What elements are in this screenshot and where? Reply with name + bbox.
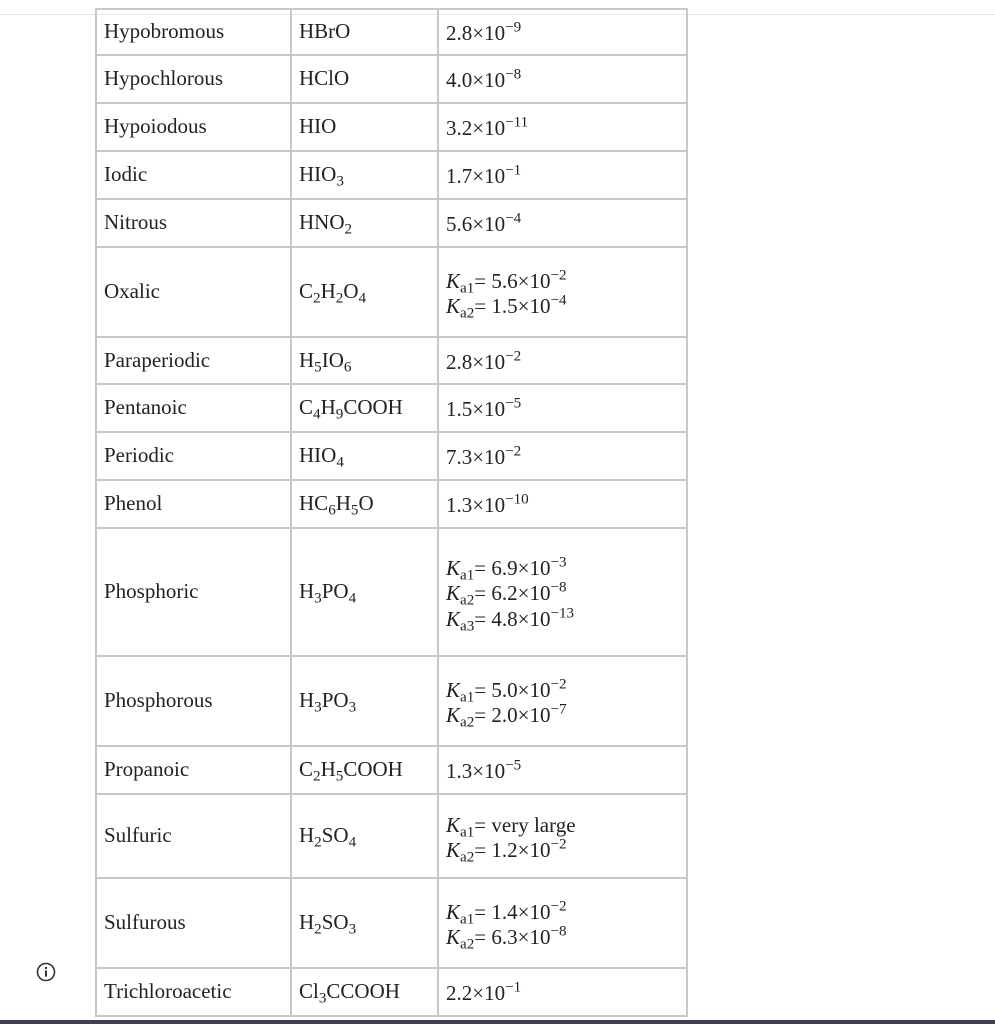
formula-subscript: 2 xyxy=(314,921,322,938)
formula-part: SO xyxy=(321,823,349,848)
ka-symbol: K xyxy=(446,925,461,949)
times-ten: ×10 xyxy=(517,703,551,727)
bottom-bar xyxy=(0,1020,995,1024)
formula-subscript: 5 xyxy=(335,768,344,785)
acid-name-cell xyxy=(96,480,291,528)
ka-mantissa: 2.2 xyxy=(446,981,473,1006)
ka-mantissa: 2.8 xyxy=(446,349,473,374)
ka-symbol: K xyxy=(446,677,461,702)
ka-exponent: −8 xyxy=(550,580,567,597)
table-row xyxy=(96,384,687,432)
acid-name-cell xyxy=(96,528,291,656)
times-ten: ×10 xyxy=(472,445,506,470)
formula-cell xyxy=(291,247,438,337)
times-ten: ×10 xyxy=(517,606,551,631)
table-row xyxy=(96,432,687,480)
ka-exponent: −4 xyxy=(505,211,522,228)
times-ten: ×10 xyxy=(472,68,506,93)
ka-mantissa: 1.3 xyxy=(446,759,473,784)
formula-part: H xyxy=(320,395,336,420)
formula-cell xyxy=(291,878,438,968)
ka-value xyxy=(446,21,686,46)
ka-symbol: K xyxy=(446,556,461,581)
ka-equals: = xyxy=(474,606,492,631)
ka-exponent: −2 xyxy=(550,676,567,693)
formula-part: PO xyxy=(321,688,349,713)
acid-name: Oxalic xyxy=(104,279,160,304)
ka-equals: = xyxy=(474,581,492,606)
acid-name-cell xyxy=(96,337,291,384)
formula-subscript: 3 xyxy=(314,699,322,716)
formula-part: COOH xyxy=(343,757,403,782)
ka-exponent: −13 xyxy=(550,605,575,622)
times-ten: ×10 xyxy=(517,581,551,606)
acid-name-cell xyxy=(96,794,291,878)
formula-part: O xyxy=(358,491,374,516)
info-icon[interactable] xyxy=(36,962,56,982)
ka-exponent: −5 xyxy=(505,396,522,413)
ka-value xyxy=(446,605,686,635)
times-ten: ×10 xyxy=(472,493,506,518)
acid-name-cell xyxy=(96,9,291,55)
ka-value xyxy=(446,292,686,322)
formula-part: SO xyxy=(321,910,349,935)
times-ten: ×10 xyxy=(517,925,551,949)
times-ten: ×10 xyxy=(472,759,506,784)
ka-cell xyxy=(438,528,687,656)
times-ten: ×10 xyxy=(472,981,506,1006)
formula-subscript: 3 xyxy=(318,990,327,1007)
ka-mantissa: 1.5 xyxy=(491,294,518,318)
ka-mantissa: 1.3 xyxy=(446,493,473,518)
ka-exponent: −2 xyxy=(505,348,522,365)
acid-name-cell xyxy=(96,746,291,794)
table-row xyxy=(96,55,687,103)
ka-cell xyxy=(438,878,687,968)
acid-name-cell xyxy=(96,968,291,1016)
ka-index: a2 xyxy=(460,849,475,866)
ka-symbol: K xyxy=(446,581,461,606)
times-ten: ×10 xyxy=(472,397,506,422)
ka-index: a1 xyxy=(460,689,475,706)
ka-equals: = xyxy=(474,556,492,581)
acid-name: Hypobromous xyxy=(104,19,225,44)
ka-exponent: −2 xyxy=(550,898,567,915)
ka-mantissa: 4.0 xyxy=(446,68,473,93)
ka-cell xyxy=(438,103,687,151)
formula-part: Cl xyxy=(299,979,319,1004)
ka-cell xyxy=(438,432,687,480)
times-ten: ×10 xyxy=(517,899,551,924)
ka-value xyxy=(446,116,686,141)
acid-name: Trichloroacetic xyxy=(104,979,232,1004)
formula-subscript: 5 xyxy=(350,502,359,519)
formula-cell xyxy=(291,337,438,384)
ka-exponent: −8 xyxy=(505,67,522,84)
formula-subscript: 3 xyxy=(314,590,322,607)
times-ten: ×10 xyxy=(472,349,506,374)
formula-part: H xyxy=(299,823,315,848)
ka-mantissa: 6.9 xyxy=(491,556,518,581)
acid-name-cell xyxy=(96,656,291,746)
ka-mantissa: 1.7 xyxy=(446,164,473,189)
ka-mantissa: 1.2 xyxy=(491,838,518,862)
table-row xyxy=(96,656,687,746)
formula-subscript: 9 xyxy=(335,406,344,423)
ka-equals: = xyxy=(474,677,492,702)
ka-exponent: −5 xyxy=(505,758,522,775)
formula-subscript: 3 xyxy=(336,173,344,190)
table-row xyxy=(96,480,687,528)
ka-value xyxy=(446,981,686,1006)
ka-cell xyxy=(438,55,687,103)
formula-part: HClO xyxy=(299,66,350,91)
formula-part: HBrO xyxy=(299,19,351,44)
ka-cell xyxy=(438,384,687,432)
acid-name-cell xyxy=(96,878,291,968)
formula-cell xyxy=(291,55,438,103)
ka-cell xyxy=(438,656,687,746)
table-row xyxy=(96,9,687,55)
ka-symbol: K xyxy=(446,838,461,862)
ka-equals: = xyxy=(474,838,492,862)
formula-subscript: 3 xyxy=(348,699,357,716)
ka-value xyxy=(446,267,686,297)
formula-part: COOH xyxy=(343,395,403,420)
formula-part: H xyxy=(299,688,315,713)
ka-cell xyxy=(438,746,687,794)
acid-name-cell xyxy=(96,55,291,103)
ka-symbol: K xyxy=(446,606,461,631)
ka-equals: = xyxy=(474,703,492,727)
ka-mantissa: 5.6 xyxy=(446,212,473,237)
times-ten: ×10 xyxy=(517,268,551,293)
ka-equals: = xyxy=(474,925,492,949)
ka-equals: = xyxy=(474,294,492,318)
ka-value xyxy=(446,554,686,584)
formula-cell xyxy=(291,480,438,528)
ka-mantissa: 5.6 xyxy=(491,268,518,293)
ka-index: a3 xyxy=(460,618,475,635)
formula-subscript: 4 xyxy=(313,406,321,423)
times-ten: ×10 xyxy=(517,294,551,318)
ka-index: a2 xyxy=(460,714,475,731)
table-row xyxy=(96,151,687,199)
ka-exponent: −4 xyxy=(550,292,567,309)
acid-name: Sulfuric xyxy=(104,823,172,848)
acid-name-cell xyxy=(96,151,291,199)
times-ten: ×10 xyxy=(517,556,551,581)
formula-part: C xyxy=(299,279,314,304)
acid-name-cell xyxy=(96,432,291,480)
ka-value xyxy=(446,701,686,731)
ka-symbol: K xyxy=(446,294,461,318)
ka-exponent: −1 xyxy=(505,163,522,180)
times-ten: ×10 xyxy=(517,677,551,702)
table-row xyxy=(96,968,687,1016)
table-row xyxy=(96,746,687,794)
ka-mantissa: 5.0 xyxy=(491,677,518,702)
acid-name: Phosphorous xyxy=(104,688,213,713)
formula-cell xyxy=(291,528,438,656)
ka-text: very large xyxy=(491,812,576,837)
acid-name: Pentanoic xyxy=(104,395,187,420)
formula-cell xyxy=(291,432,438,480)
acid-constants-table xyxy=(95,8,688,1017)
ka-index: a1 xyxy=(460,824,475,841)
ka-value xyxy=(446,759,686,784)
ka-mantissa: 2.8 xyxy=(446,21,473,46)
ka-mantissa: 1.4 xyxy=(491,899,518,924)
acid-name-cell xyxy=(96,103,291,151)
ka-symbol: K xyxy=(446,268,461,293)
ka-value xyxy=(446,445,686,470)
acid-name: Phenol xyxy=(104,491,163,516)
formula-part: HIO xyxy=(299,162,337,187)
formula-cell xyxy=(291,9,438,55)
table-row xyxy=(96,199,687,247)
formula-part: H xyxy=(299,347,315,372)
ka-exponent: −2 xyxy=(505,444,522,461)
ka-mantissa: 6.3 xyxy=(491,925,518,949)
ka-mantissa: 2.0 xyxy=(491,703,518,727)
ka-cell xyxy=(438,337,687,384)
formula-part: H xyxy=(320,757,336,782)
acid-name-cell xyxy=(96,247,291,337)
formula-cell xyxy=(291,103,438,151)
ka-equals: = xyxy=(474,268,492,293)
ka-exponent: −2 xyxy=(550,836,567,853)
formula-cell xyxy=(291,384,438,432)
ka-exponent: −2 xyxy=(550,267,567,284)
ka-mantissa: 6.2 xyxy=(491,581,518,606)
ka-value xyxy=(446,164,686,189)
formula-part: O xyxy=(343,279,359,304)
formula-subscript: 2 xyxy=(314,834,322,851)
formula-part: H xyxy=(320,279,336,304)
formula-part: H xyxy=(335,491,351,516)
ka-value xyxy=(446,493,686,518)
ka-mantissa: 3.2 xyxy=(446,116,473,141)
ka-exponent: −10 xyxy=(505,492,529,509)
ka-cell xyxy=(438,968,687,1016)
ka-value xyxy=(446,676,686,706)
formula-part: C xyxy=(299,757,314,782)
ka-value xyxy=(446,836,686,866)
ka-value xyxy=(446,898,686,928)
acid-name-cell xyxy=(96,199,291,247)
formula-part: PO xyxy=(321,579,349,604)
ka-exponent: −3 xyxy=(550,554,567,571)
ka-cell xyxy=(438,199,687,247)
formula-part: H xyxy=(299,579,315,604)
formula-part: HIO xyxy=(299,443,337,468)
acid-name-cell xyxy=(96,384,291,432)
formula-part: HIO xyxy=(299,114,337,139)
ka-exponent: −1 xyxy=(505,980,522,997)
table-row xyxy=(96,528,687,656)
ka-index: a1 xyxy=(460,911,475,928)
acid-name: Hypoiodous xyxy=(104,114,207,139)
table-row xyxy=(96,103,687,151)
ka-value xyxy=(446,923,686,953)
formula-subscript: 6 xyxy=(328,502,336,519)
times-ten: ×10 xyxy=(472,21,506,46)
formula-cell xyxy=(291,794,438,878)
times-ten: ×10 xyxy=(472,164,506,189)
acid-name: Hypochlorous xyxy=(104,66,223,91)
table-row xyxy=(96,247,687,337)
ka-index: a1 xyxy=(460,567,475,584)
ka-exponent: −7 xyxy=(550,701,567,718)
ka-exponent: −11 xyxy=(505,115,529,132)
formula-part: IO xyxy=(321,347,344,372)
ka-value xyxy=(446,580,686,609)
ka-exponent: −9 xyxy=(505,20,522,37)
formula-cell xyxy=(291,151,438,199)
ka-value xyxy=(446,212,686,237)
ka-cell xyxy=(438,480,687,528)
formula-subscript: 2 xyxy=(313,768,321,785)
ka-mantissa: 1.5 xyxy=(446,397,473,422)
table-row xyxy=(96,794,687,878)
formula-subscript: 4 xyxy=(348,834,357,851)
ka-cell xyxy=(438,9,687,55)
ka-cell xyxy=(438,794,687,878)
formula-subscript: 5 xyxy=(314,359,322,376)
ka-symbol: K xyxy=(446,899,461,924)
ka-index: a1 xyxy=(460,280,475,297)
formula-part: H xyxy=(299,910,315,935)
table-row xyxy=(96,878,687,968)
acid-name: Periodic xyxy=(104,443,174,468)
formula-subscript: 4 xyxy=(348,590,357,607)
times-ten: ×10 xyxy=(472,116,506,141)
formula-part: HNO xyxy=(299,210,345,235)
formula-subscript: 4 xyxy=(336,454,344,471)
ka-symbol: K xyxy=(446,703,461,727)
ka-value xyxy=(446,397,686,422)
ka-cell xyxy=(438,151,687,199)
ka-cell xyxy=(438,247,687,337)
ka-mantissa: 4.8 xyxy=(491,606,518,631)
times-ten: ×10 xyxy=(517,838,551,862)
ka-value xyxy=(446,68,686,93)
formula-subscript: 2 xyxy=(344,221,353,238)
ka-symbol: K xyxy=(446,812,461,837)
formula-cell xyxy=(291,968,438,1016)
ka-mantissa: 7.3 xyxy=(446,445,473,470)
table-row xyxy=(96,337,687,384)
times-ten: ×10 xyxy=(472,212,506,237)
formula-part: CCOOH xyxy=(326,979,400,1004)
formula-part: HC xyxy=(299,491,329,516)
ka-equals: = xyxy=(474,812,492,837)
ka-index: a2 xyxy=(460,592,475,609)
formula-subscript: 3 xyxy=(348,921,357,938)
acid-name: Phosphoric xyxy=(104,579,199,604)
ka-exponent: −8 xyxy=(550,923,567,940)
ka-index: a2 xyxy=(460,305,475,322)
formula-subscript: 2 xyxy=(335,290,344,307)
acid-name: Sulfurous xyxy=(104,910,186,935)
table-body xyxy=(96,9,687,1016)
acid-name: Paraperiodic xyxy=(104,347,211,372)
acid-name: Iodic xyxy=(104,162,148,187)
ka-value xyxy=(446,350,686,375)
acid-name: Propanoic xyxy=(104,757,190,782)
formula-subscript: 4 xyxy=(358,290,367,307)
formula-part: C xyxy=(299,395,314,420)
formula-subscript: 2 xyxy=(313,290,321,307)
formula-cell xyxy=(291,746,438,794)
ka-value xyxy=(446,812,686,841)
ka-equals: = xyxy=(474,899,492,924)
formula-cell xyxy=(291,656,438,746)
ka-index: a2 xyxy=(460,936,475,953)
formula-cell xyxy=(291,199,438,247)
acid-name: Nitrous xyxy=(104,210,167,235)
formula-subscript: 6 xyxy=(343,359,352,376)
